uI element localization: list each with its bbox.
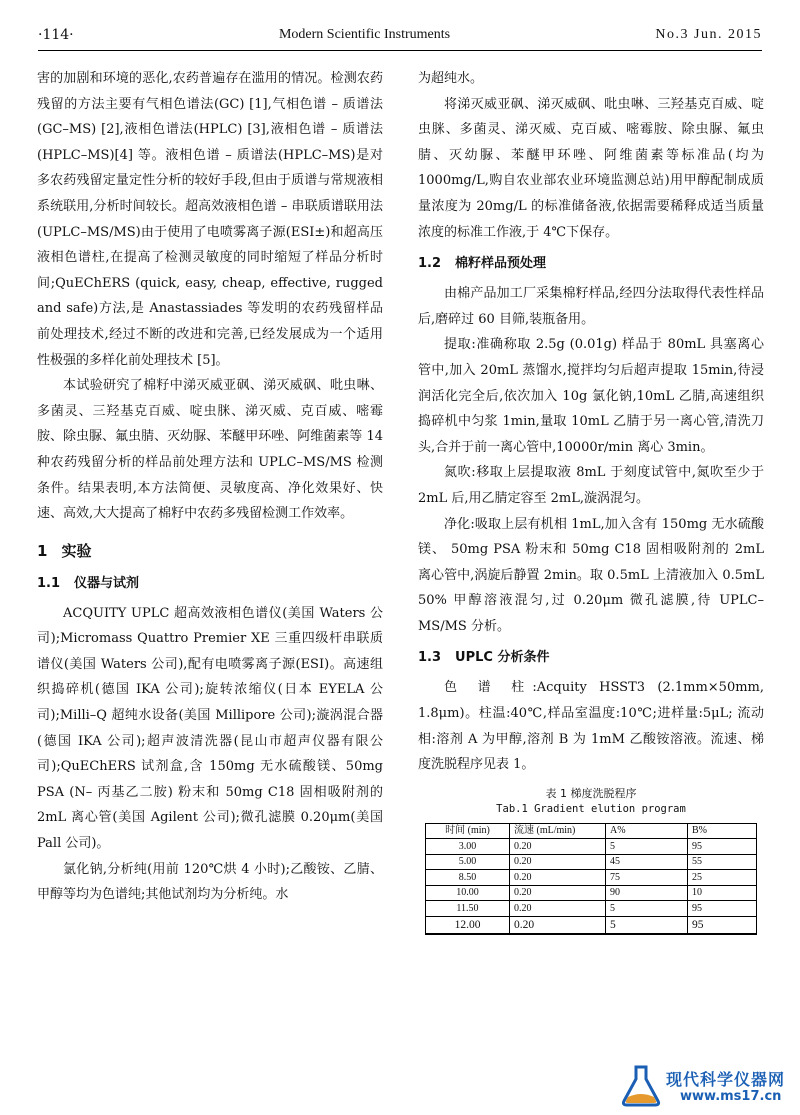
paragraph: 将涕灭威亚砜、涕灭威砜、吡虫啉、三羟基克百威、啶虫脒、多菌灵、涕灭威、克百威、嘧霉胺、除虫脲、氟虫腈、灭幼脲、苯醚甲环唑、阿维菌素等标准品(均为 1000mg/L,购自农业部农业环境监测总站)用甲醇配制成质量浓度为 20mg/L 的标准储备液,依据需要稀释成适当质量浓度的标准工作液,于 4℃下保存。: [418, 96, 764, 240]
table-header-row: [426, 823, 757, 839]
table-cell: 75: [606, 870, 688, 886]
table-header-cell: 时间 (min): [426, 823, 510, 839]
table-cell: 5: [606, 901, 688, 917]
section-title: 实验: [61, 541, 92, 560]
table-cell: 0.20: [510, 854, 606, 870]
paragraph: 净化:吸取上层有机相 1mL,加入含有 150mg 无水硫酸镁、 50mg PSA 粉末和 50mg C18 固相吸附剂的 2mL 离心管中,涡旋后静置 2min。取 0.5mL 上清液加入 0.5mL 50% 甲醇溶液混匀,过 0.20μm 微孔滤膜,待 UPLC–MS/MS 分析。: [418, 516, 764, 634]
table-cell: 0.20: [510, 916, 606, 934]
paragraph: ACQUITY UPLC 超高效液相色谱仪(美国 Waters 公司);Micromass Quattro Premier XE 三重四级杆串联质谱仪(美国 Waters 公司),配有电喷雾离子源(ESI)。高速组织捣碎机(德国 IKA 公司);旋转浓缩仪(日本 EYELA 公司);Milli–Q 超纯水设备(美国 Millipore 公司);漩涡混合器(德国 IKA 公司);超声波清洗器(昆山市超声仪器有限公司);QuEChERS 试剂盒,含 150mg 无水硫酸镁、50mg PSA (N– 丙基乙二胺) 粉末和 50mg C18 固相吸附剂的 2mL 离心管(美国 Agilent 公司);微孔滤膜 0.20μm(美国 Pall 公司)。: [37, 605, 383, 852]
table-cell: 5: [606, 839, 688, 855]
table-row: [426, 854, 757, 870]
paragraph: 本试验研究了棉籽中涕灭威亚砜、涕灭威砜、吡虫啉、多菌灵、三羟基克百威、啶虫脒、涕灭威、克百威、嘧霉胺、除虫脲、氟虫腈、灭幼脲、苯醚甲环唑、阿维菌素等 14 种农药残留分析的样品前处理方法和 UPLC–MS/MS 检测条件。结果表明,本方法简便、灵敏度高、净化效果好、快速、高效,大大提高了棉籽中农药多残留检测工作效率。: [37, 378, 383, 522]
issue-info: No.3 Jun. 2015: [655, 27, 762, 42]
table-cell: 95: [688, 916, 757, 934]
table-cell: 5: [606, 916, 688, 934]
table-cell: 90: [606, 885, 688, 901]
table-row: [426, 916, 757, 934]
watermark-logo: [618, 1063, 792, 1109]
table-cell: 95: [688, 839, 757, 855]
watermark-url: www.ms17.cn: [680, 1089, 782, 1104]
paragraph: 由棉产品加工厂采集棉籽样品,经四分法取得代表性样品后,磨碎过 60 目筛,装瓶备用。: [418, 286, 764, 327]
table-cell: 8.50: [426, 870, 510, 886]
paragraph: 提取:准确称取 2.5g (0.01g) 样品于 80mL 具塞离心管中,加入 20mL 蒸馏水,搅拌均匀后超声提取 15min,待浸润活化完全后,依次加入 10g 氯化钠,10mL 乙腈,高速组织捣碎机中匀浆 1min,量取 10mL 乙腈于另一离心管,清洗刀头,合并于前一离心管中,10000r/min 离心 3min。: [418, 337, 764, 455]
table-caption: 表 1 梯度洗脱程序: [545, 786, 637, 800]
subsection-heading: [37, 571, 383, 597]
gradient-table: [425, 823, 757, 936]
left-column: [37, 66, 383, 908]
subsection-heading: [418, 645, 764, 671]
table-cell: 3.00: [426, 839, 510, 855]
paragraph: 色 谱 柱:Acquity HSST3 (2.1mm×50mm, 1.8μm)。柱温:40℃,样品室温度:10℃;进样量:5μL; 流动相:溶剂 A 为甲醇,溶剂 B 为 1mM 乙酸铵溶液。流速、梯度洗脱程序见表 1。: [418, 680, 764, 773]
paragraph: 氮吹:移取上层提取液 8mL 于刻度试管中,氮吹至少于 2mL 后,用乙腈定容至 2mL,漩涡混匀。: [418, 465, 764, 506]
section-title: UPLC 分析条件: [455, 650, 550, 666]
section-number: 1.2: [418, 256, 442, 272]
table-cell: 0.20: [510, 870, 606, 886]
paragraph: 害的加剧和环境的恶化,农药普遍存在滥用的情况。检测农药残留的方法主要有气相色谱法(GC) [1],气相色谱 – 质谱法(GC–MS) [2],液相色谱法(HPLC) [3],液相色谱 – 质谱法(HPLC–MS)[4] 等。液相色谱 – 质谱法(HPLC–MS)是对多农药残留定量定性分析的较好手段,但由于质谱与常规液相系统联用,分析时间较长。超高效液相色谱 – 串联质谱联用法(UPLC–MS/MS)由于使用了电喷雾离子源(ESI±)和超高压液相色谱柱,在提高了检测灵敏度的同时缩短了样品分析时间;QuEChERS (quick, easy, cheap, effective, rugged and safe)方法,是 Anastassiades 等发明的农药残留样品前处理技术,经过不断的改进和完善,已经发展成为一个适用性极强的多样化前处理技术 [5]。: [37, 71, 383, 368]
table-cell: 10: [688, 885, 757, 901]
table-cell: 0.20: [510, 839, 606, 855]
table-cell: 55: [688, 854, 757, 870]
paragraph: 氯化钠,分析纯(用前 120℃烘 4 小时);乙酸铵、乙腈、甲醇等均为色谱纯;其他试剂均为分析纯。水: [37, 861, 383, 903]
table-cell: 0.20: [510, 901, 606, 917]
table-cell: 5.00: [426, 854, 510, 870]
subsection-heading: [418, 251, 764, 277]
table-row: [426, 839, 757, 855]
table-cell: 0.20: [510, 885, 606, 901]
table-cell: 45: [606, 854, 688, 870]
table-cell: 10.00: [426, 885, 510, 901]
section-number: 1.3: [418, 650, 442, 666]
flask-icon: [618, 1063, 664, 1109]
right-column: [418, 66, 764, 935]
section-number: 1.1: [37, 575, 61, 591]
table-cell: 12.00: [426, 916, 510, 934]
table-row: [426, 885, 757, 901]
table-cell: 11.50: [426, 901, 510, 917]
paragraph: 为超纯水。: [418, 71, 484, 86]
table-cell: 25: [688, 870, 757, 886]
section-number: 1: [37, 541, 48, 560]
table-header-cell: 流速 (mL/min): [510, 823, 606, 839]
table-header-cell: B%: [688, 823, 757, 839]
watermark-title: 现代科学仪器网: [666, 1070, 786, 1089]
journal-title: Modern Scientific Instruments: [278, 27, 451, 42]
section-heading: [37, 537, 383, 565]
table-row: [426, 870, 757, 886]
table-caption-english: Tab.1 Gradient elution program: [496, 802, 686, 815]
table-row: [426, 901, 757, 917]
header-rule: [38, 50, 762, 51]
page-number: ·114·: [38, 27, 74, 43]
running-header: [38, 24, 762, 46]
table-cell: 95: [688, 901, 757, 917]
section-title: 仪器与试剂: [74, 575, 140, 591]
section-title: 棉籽样品预处理: [455, 256, 547, 272]
table-header-cell: A%: [606, 823, 688, 839]
